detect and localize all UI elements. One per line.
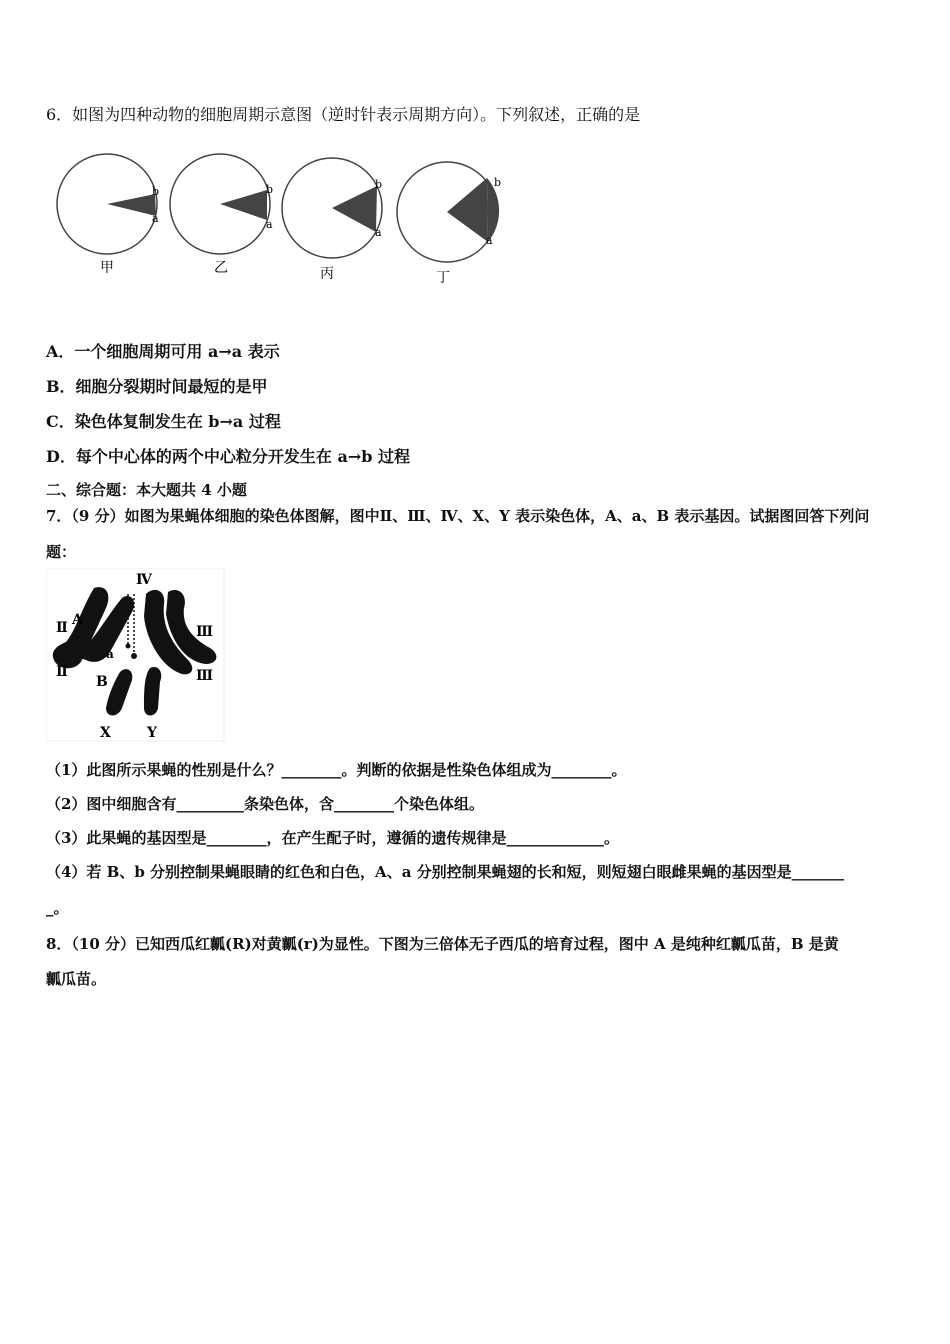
q7-sub3: （3）此果蝇的基因型是________，在产生配子时，遵循的遗传规律是_____________。 bbox=[46, 829, 619, 847]
label-X: X bbox=[100, 725, 111, 741]
cycle-circle-ding bbox=[397, 162, 501, 286]
label-a: a bbox=[152, 212, 159, 225]
q7-sub4-cont: _。 bbox=[46, 899, 69, 917]
label-B: B bbox=[96, 674, 108, 690]
q6-option-b: B．细胞分裂期时间最短的是甲 bbox=[46, 377, 268, 396]
q8-line2: 瓤瓜苗。 bbox=[46, 970, 107, 988]
label-iii-bottom: Ⅲ bbox=[196, 668, 214, 684]
circle-name: 乙 bbox=[214, 260, 228, 276]
label-b: b bbox=[494, 176, 502, 189]
label-a: a bbox=[266, 218, 273, 231]
label-iv: Ⅳ bbox=[136, 572, 152, 588]
label-a: a bbox=[375, 226, 382, 239]
label-b: b bbox=[375, 178, 383, 191]
fruitfly-chromosome-figure bbox=[46, 568, 226, 743]
circle-name: 丁 bbox=[436, 270, 450, 286]
label-a: a bbox=[486, 234, 493, 247]
q7-sub1: （1）此图所示果蝇的性别是什么？________。判断的依据是性染色体组成为________。 bbox=[46, 761, 627, 779]
q7-stem-line2: 题： bbox=[46, 543, 77, 561]
q6-option-d: D．每个中心体的两个中心粒分开发生在 a→b 过程 bbox=[46, 447, 410, 466]
label-A: A bbox=[72, 612, 83, 628]
q8-line1: 8．（10 分）已知西瓜红瓤(R)对黄瓤(r)为显性。下图为三倍体无子西瓜的培育过程，图中 A 是纯种红瓤瓜苗，B 是黄 bbox=[46, 935, 839, 953]
cycle-circle-yi bbox=[170, 154, 273, 276]
q6-option-c: C．染色体复制发生在 b→a 过程 bbox=[46, 412, 281, 431]
cycle-circle-bing bbox=[282, 158, 382, 282]
label-a: a bbox=[106, 647, 114, 661]
q6-stem: 6．如图为四种动物的细胞周期示意图（逆时针表示周期方向）。下列叙述，正确的是 bbox=[46, 105, 641, 124]
cycle-circle-jia bbox=[57, 154, 159, 276]
label-ii-bottom: Ⅱ bbox=[56, 664, 68, 680]
label-b: b bbox=[152, 185, 160, 198]
circle-name: 丙 bbox=[320, 266, 334, 282]
label-ii-top: Ⅱ bbox=[56, 620, 68, 636]
label-iii-top: Ⅲ bbox=[196, 624, 214, 640]
q7-stem-line1: 7．（9 分）如图为果蝇体细胞的染色体图解，图中Ⅱ、Ⅲ、Ⅳ、X、Y 表示染色体，A、a、B 表示基因。试据图回答下列问 bbox=[46, 507, 870, 525]
label-b: b bbox=[266, 183, 274, 196]
q7-sub2: （2）图中细胞含有_________条染色体，含________个染色体组。 bbox=[46, 795, 484, 813]
q6-option-a: A．一个细胞周期可用 a→a 表示 bbox=[46, 342, 280, 361]
label-Y: Y bbox=[147, 725, 157, 741]
cell-cycle-figure bbox=[52, 140, 522, 290]
section-heading: 二、综合题：本大题共 4 小题 bbox=[46, 481, 247, 499]
circle-name: 甲 bbox=[100, 260, 114, 276]
q7-sub4: （4）若 B、b 分别控制果蝇眼睛的红色和白色，A、a 分别控制果蝇翅的长和短，则短翅白眼雌果蝇的基因型是_______ bbox=[46, 863, 845, 881]
